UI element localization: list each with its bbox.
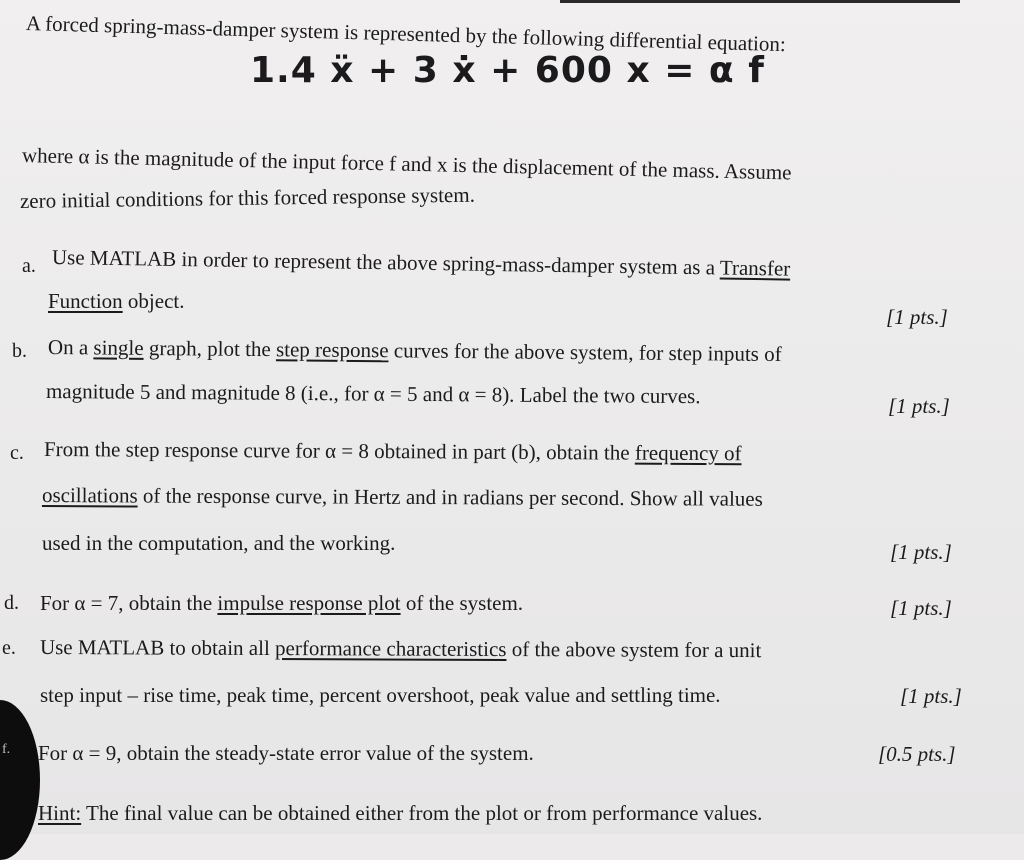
- part-e-underlined-performance: performance characteristics: [275, 636, 507, 662]
- part-a-text-1: Use MATLAB in order to represent the above spring-mass-damper system as a: [51, 245, 721, 280]
- part-f-line-1: For α = 9, obtain the steady-state error value of the system.: [38, 741, 534, 765]
- part-d-points: [1 pts.]: [890, 596, 952, 620]
- part-d-text-1: For α = 7, obtain the: [40, 591, 218, 615]
- part-a-line-2: [48, 288, 184, 314]
- where-line-1: where α is the magnitude of the input force f and x is the displacement of the mass. Assume: [21, 143, 792, 185]
- top-rule: [560, 0, 960, 3]
- differential-equation: 1.4 ẍ + 3 ẋ + 600 x = α f: [250, 50, 765, 91]
- part-d-underlined-impulse: impulse response plot: [217, 591, 401, 615]
- part-c-label: c.: [10, 442, 24, 464]
- part-e-label: e.: [2, 637, 16, 659]
- part-a-underlined-function: Function: [48, 289, 123, 313]
- dark-corner-shadow: [0, 700, 40, 860]
- part-c-text-2: of the response curve, in Hertz and in radians per second. Show all values: [137, 483, 763, 511]
- part-c-underlined-frequency: frequency of: [634, 440, 742, 466]
- intro-line: A forced spring-mass-damper system is represented by the following differential equation:: [25, 11, 787, 57]
- part-a-points: [1 pts.]: [886, 305, 948, 329]
- part-b-line-1: [48, 334, 782, 367]
- part-e-line-1: [40, 634, 761, 663]
- part-e-points: [1 pts.]: [900, 684, 962, 708]
- part-a-underlined-transfer: Transfer: [719, 255, 791, 281]
- part-e-text-1: Use MATLAB to obtain all: [39, 635, 276, 661]
- part-a-line-1: [52, 244, 791, 282]
- part-d-label: d.: [4, 592, 19, 614]
- part-b-underlined-step-response: step response: [275, 337, 389, 363]
- hint-text: The final value can be obtained either from the plot or from performance values.: [81, 801, 763, 825]
- part-a-label: a.: [22, 255, 36, 277]
- part-c-points: [1 pts.]: [890, 540, 952, 564]
- part-f-points: [0.5 pts.]: [878, 742, 956, 766]
- part-b-text-3: curves for the above system, for step inputs of: [388, 338, 782, 367]
- part-b-underlined-single: single: [93, 335, 144, 360]
- part-f-label: f.: [2, 742, 11, 757]
- part-d-text-2: of the system.: [400, 591, 524, 615]
- part-d-line-1: [40, 590, 523, 616]
- part-e-line-2: step input – rise time, peak time, percent overshoot, peak value and settling time.: [40, 683, 721, 707]
- hint-line: [38, 800, 762, 826]
- part-b-line-2: magnitude 5 and magnitude 8 (i.e., for α = 5 and α = 8). Label the two curves.: [45, 379, 701, 409]
- part-b-label: b.: [12, 340, 27, 362]
- part-a-text-2: object.: [122, 289, 185, 313]
- part-b-points: [1 pts.]: [888, 394, 950, 418]
- part-c-line-1: [44, 436, 742, 466]
- part-c-underlined-oscillations: oscillations: [41, 483, 138, 508]
- part-c-line-2: [42, 482, 763, 512]
- where-line-2: zero initial conditions for this forced response system.: [19, 182, 476, 213]
- part-c-line-3: used in the computation, and the working.: [42, 531, 396, 555]
- hint-label: Hint:: [38, 801, 82, 825]
- part-c-text-1: From the step response curve for α = 8 obtained in part (b), obtain the: [43, 437, 635, 465]
- part-e-text-2: of the above system for a unit: [506, 637, 762, 663]
- part-b-text-1: On a: [47, 335, 94, 360]
- part-b-text-2: graph, plot the: [143, 335, 277, 362]
